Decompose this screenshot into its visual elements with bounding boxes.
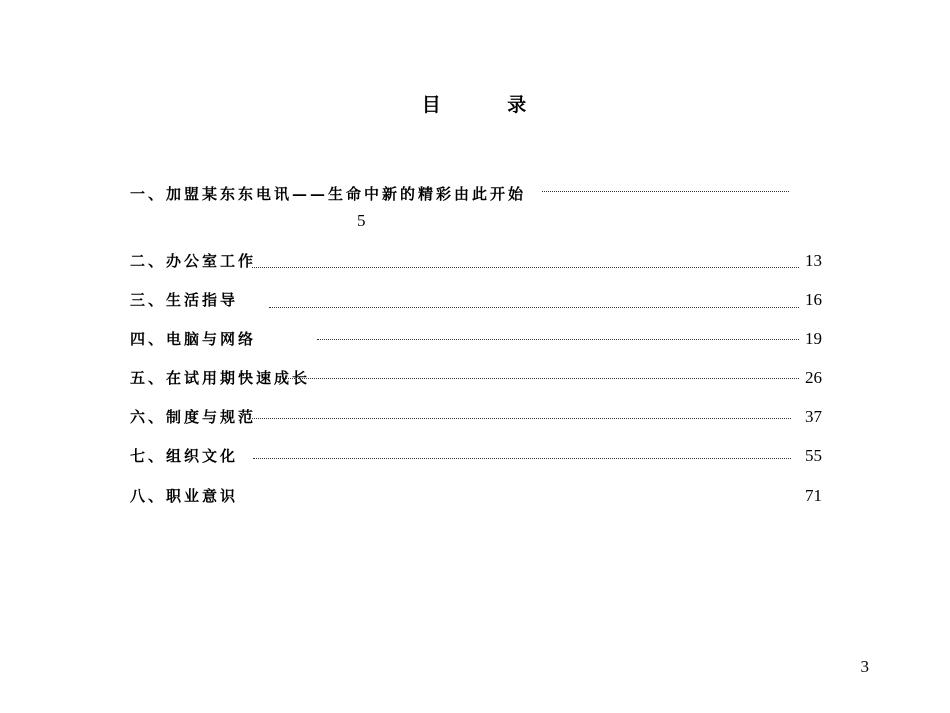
toc-entry-page: 19 [805, 329, 822, 348]
toc-entry-label: 七、组织文化 [130, 447, 239, 465]
toc-entry-5[interactable] [130, 367, 830, 389]
slide-number: 3 [860, 657, 869, 676]
toc-entry-label: 八、职业意识 [130, 487, 239, 505]
toc-entry-4[interactable] [130, 328, 830, 350]
toc-leader-dots [269, 307, 799, 308]
toc-entry-label: 一、加盟某东东电讯——生命中新的精彩由此开始 [130, 185, 527, 203]
toc-title: 目 录 [421, 94, 557, 116]
toc-leader-dots [317, 339, 799, 340]
toc-entry-page: 16 [805, 290, 822, 309]
toc-entry-1[interactable] [130, 183, 830, 205]
toc-entry-page: 71 [805, 486, 822, 505]
toc-leader-dots [252, 267, 799, 268]
toc-entry-7[interactable] [130, 445, 830, 467]
toc-entry-label: 二、办公室工作 [130, 252, 257, 270]
toc-leader-dots [253, 458, 791, 459]
toc-entry-2[interactable] [130, 250, 830, 272]
toc-entry-8[interactable] [130, 485, 830, 507]
toc-entry-label: 五、在试用期快速成长 [130, 369, 311, 387]
toc-entry-page: 13 [805, 251, 822, 270]
toc-entry-6[interactable] [130, 406, 830, 428]
toc-entry-page: 37 [805, 407, 822, 426]
toc-entry-label: 三、生活指导 [130, 291, 239, 309]
toc-entry-page: 5 [357, 211, 366, 230]
toc-leader-dots [542, 191, 789, 192]
toc-entry-3[interactable] [130, 289, 830, 311]
toc-entry-label: 六、制度与规范 [130, 408, 257, 426]
toc-entry-page: 26 [805, 368, 822, 387]
toc-leader-dots [280, 378, 799, 379]
toc-entry-label: 四、电脑与网络 [130, 330, 257, 348]
toc-leader-dots [252, 418, 791, 419]
toc-entry-page: 55 [805, 446, 822, 465]
